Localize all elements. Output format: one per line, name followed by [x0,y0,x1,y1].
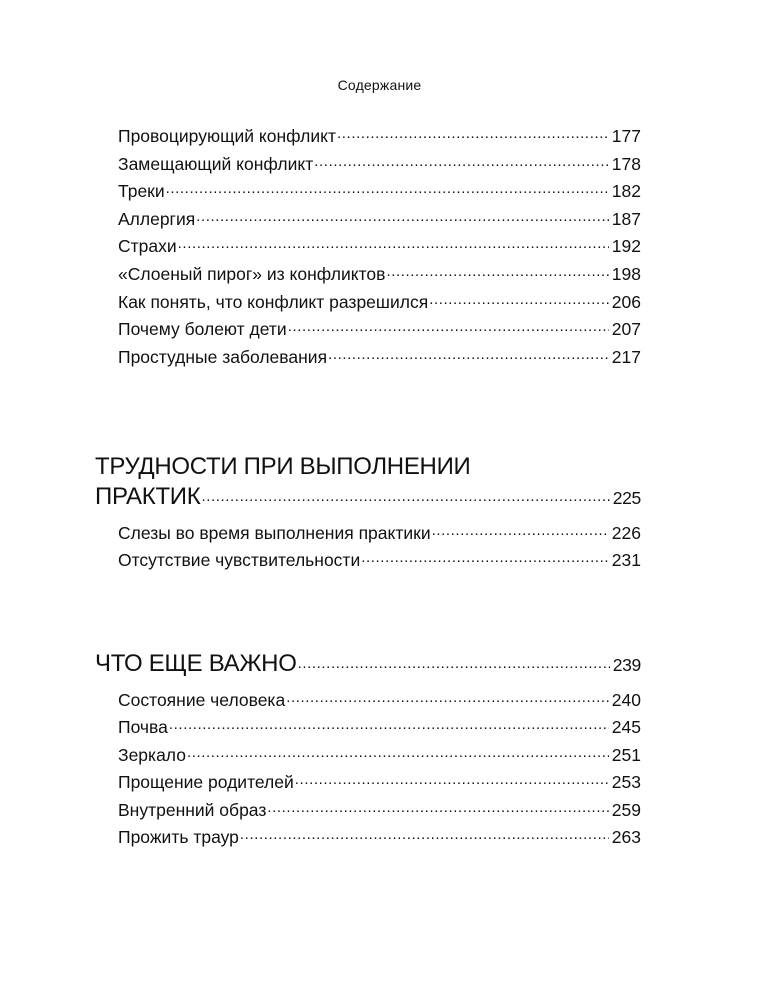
toc-entry[interactable] [118,823,641,851]
toc-entry-page: 206 [611,292,641,312]
dot-leader [298,647,610,671]
toc-entry[interactable] [118,796,641,824]
toc-entry[interactable] [118,768,641,796]
toc-entry[interactable] [118,288,641,316]
toc-entry[interactable] [118,741,641,769]
toc-entry-page: 187 [611,209,641,229]
toc-entry-page: 177 [611,126,641,146]
toc-entry[interactable] [118,122,641,150]
toc-entry-page: 207 [611,319,641,339]
toc-entry-title: Аллергия [118,209,196,229]
toc-entry-title: Страхи [118,236,177,256]
toc-entry-page: 259 [611,800,641,820]
section-title-line[interactable]: ТРУДНОСТИ ПРИ ВЫПОЛНЕНИИ [95,453,471,480]
toc-entry-title: Внутренний образ [118,800,267,820]
dot-leader [201,480,609,504]
toc-entry[interactable] [118,686,641,714]
toc-entry-page: 245 [611,717,641,737]
toc-section-heading[interactable] [95,647,641,680]
toc-entry-page: 226 [611,523,641,543]
toc-entry-page: 253 [611,772,641,792]
dot-leader [314,153,609,171]
toc-entry[interactable] [118,315,641,343]
toc-entry[interactable] [118,150,641,178]
toc-entry[interactable] [118,519,641,547]
toc-entry[interactable] [118,232,641,260]
dot-leader [328,346,609,364]
section-page: 239 [612,655,641,675]
toc-entry-title: Прощение родителей [118,772,294,792]
toc-entry-title: Замещающий конфликт [118,154,314,174]
dot-leader [166,180,609,198]
toc-entry-page: 231 [611,550,641,570]
dot-leader [295,771,609,789]
toc-entry-title: Почва [118,717,168,737]
toc-entry-title: Простудные заболевания [118,347,328,367]
dot-leader [288,318,609,336]
toc-entry[interactable] [118,260,641,288]
section-page: 225 [612,488,641,508]
dot-leader [386,263,608,281]
toc-entry-title: Зеркало [118,745,186,765]
dot-leader [169,716,609,734]
toc-entry-page: 217 [611,347,641,367]
toc-entry-title: Треки [118,181,165,201]
toc-entry-title: Состояние человека [118,690,286,710]
toc-entry-page: 192 [611,236,641,256]
dot-leader [178,235,609,253]
toc-entry-page: 198 [611,264,641,284]
toc-entry-page: 263 [611,827,641,847]
dot-leader [337,125,609,143]
toc-entry[interactable] [118,546,641,574]
toc-entry-page: 240 [611,690,641,710]
toc-entry-page: 251 [611,745,641,765]
toc-entry-title: Как понять, что конфликт разрешился [118,292,429,312]
dot-leader [286,689,609,707]
toc-entry-page: 182 [611,181,641,201]
toc-entry[interactable] [118,205,641,233]
section-title: ПРАКТИК [95,483,201,510]
dot-leader [267,799,608,817]
running-header: Содержание [337,77,422,93]
toc-entry[interactable] [118,343,641,371]
dot-leader [432,522,609,540]
dot-leader [429,291,609,309]
dot-leader [361,549,609,567]
dot-leader [240,826,609,844]
toc-entry-title: «Слоеный пирог» из конфликтов [118,264,386,284]
dot-leader [187,744,609,762]
dot-leader [196,208,609,226]
toc-entry-title: Отсутствие чувствительности [118,550,361,570]
toc-entry[interactable] [118,713,641,741]
section-title: ЧТО ЕЩЕ ВАЖНО [95,650,297,677]
toc-entry-title: Провоцирующий конфликт [118,126,337,146]
toc-entry-page: 178 [611,154,641,174]
toc-entry-title: Слезы во время выполнения практики [118,523,431,543]
toc-entry-title: Почему болеют дети [118,319,287,339]
toc-entry-title: Прожить траур [118,827,239,847]
toc-section-heading[interactable] [95,480,641,513]
toc-entry[interactable] [118,177,641,205]
